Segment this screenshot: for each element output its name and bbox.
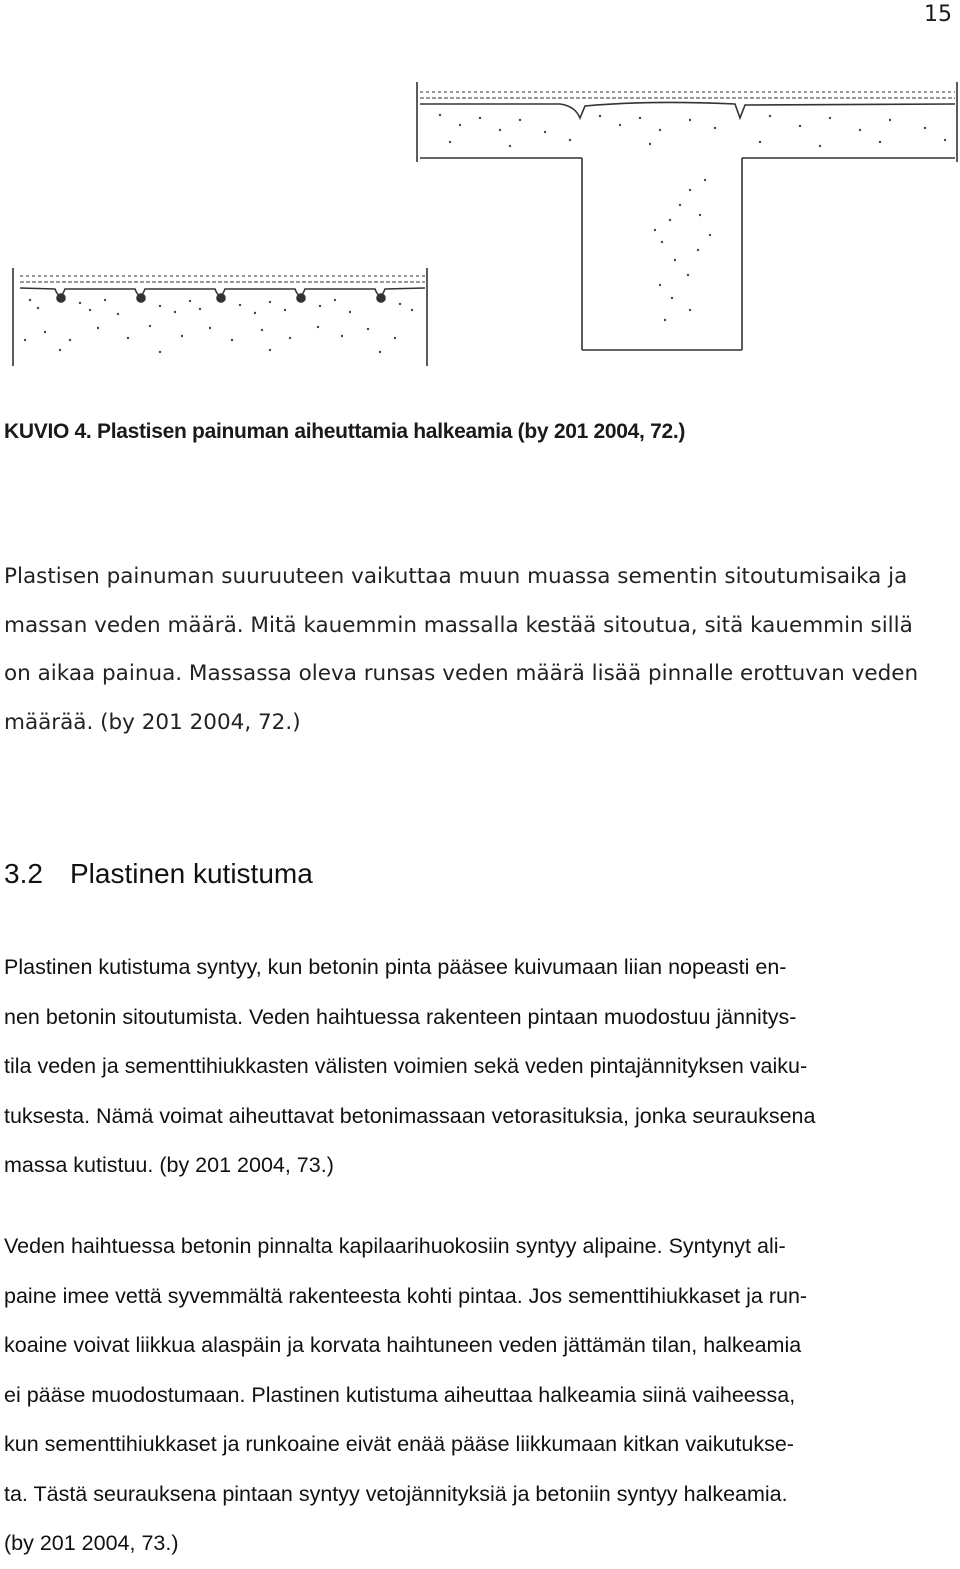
t-beam-illustration (417, 82, 957, 350)
paragraph-line: Veden haihtuessa betonin pinnalta kapilaarihuokosiin syntyy alipaine. Syntynyt ali- (4, 1234, 786, 1258)
section-heading (4, 858, 313, 890)
figure-caption: KUVIO 4. Plastisen painuman aiheuttamia halkeamia (by 201 2004, 72.) (4, 420, 686, 443)
page-number: 15 (924, 2, 952, 27)
paragraph-line: on aikaa painua. Massassa oleva runsas veden määrä lisää pinnalle erottuvan veden (4, 661, 919, 686)
paragraph-line: Plastinen kutistuma syntyy, kun betonin pinta pääsee kuivumaan liian nopeasti en- (4, 955, 787, 979)
paragraph-line: Plastisen painuman suuruuteen vaikuttaa muun muassa sementin sitoutumisaika ja (4, 564, 908, 589)
paragraph-plastic-settlement (4, 553, 954, 747)
section-number: 3.2 (4, 858, 43, 889)
paragraph-line: nen betonin sitoutumista. Veden haihtuessa rakenteen pintaan muodostuu jännitys- (4, 1004, 797, 1029)
paragraph-plastic-shrinkage (4, 943, 956, 1191)
paragraph-line: ta. Tästä seurauksena pintaan syntyy vetojännityksiä ja betoniin syntyy halkeamia. (4, 1481, 788, 1506)
paragraph-line: kun sementtihiukkaset ja runkoaine eivät enää pääse liikkumaan kitkan vaikutukse- (4, 1432, 794, 1456)
paragraph-line: tila veden ja sementtihiukkasten välisten voimien sekä veden pintajännityksen vaiku- (4, 1054, 808, 1078)
plastic-settlement-figure (0, 70, 960, 380)
paragraph-line: massa kutistuu. (by 201 2004, 73.) (4, 1153, 334, 1177)
paragraph-line: (by 201 2004, 73.) (4, 1531, 179, 1555)
paragraph-line: massan veden määrä. Mitä kauemmin massalla kestää sitoutua, sitä kauemmin sillä (4, 612, 913, 638)
slab-illustration (13, 268, 427, 366)
section-title: Plastinen kutistuma (70, 858, 313, 889)
paragraph-line: ei pääse muodostumaan. Plastinen kutistuma aiheuttaa halkeamia siinä vaiheessa, (4, 1382, 796, 1407)
paragraph-line: määrää. (by 201 2004, 72.) (4, 709, 301, 735)
paragraph-line: tuksesta. Nämä voimat aiheuttavat betonimassaan vetorasituksia, jonka seurauksena (4, 1103, 816, 1128)
paragraph-line: paine imee vettä syvemmältä rakenteesta kohti pintaa. Jos sementtihiukkaset ja run- (4, 1283, 808, 1308)
paragraph-line: koaine voivat liikkua alaspäin ja korvata haihtuneen veden jättämän tilan, halkeamia (4, 1333, 802, 1357)
paragraph-capillary-pressure (4, 1222, 956, 1569)
